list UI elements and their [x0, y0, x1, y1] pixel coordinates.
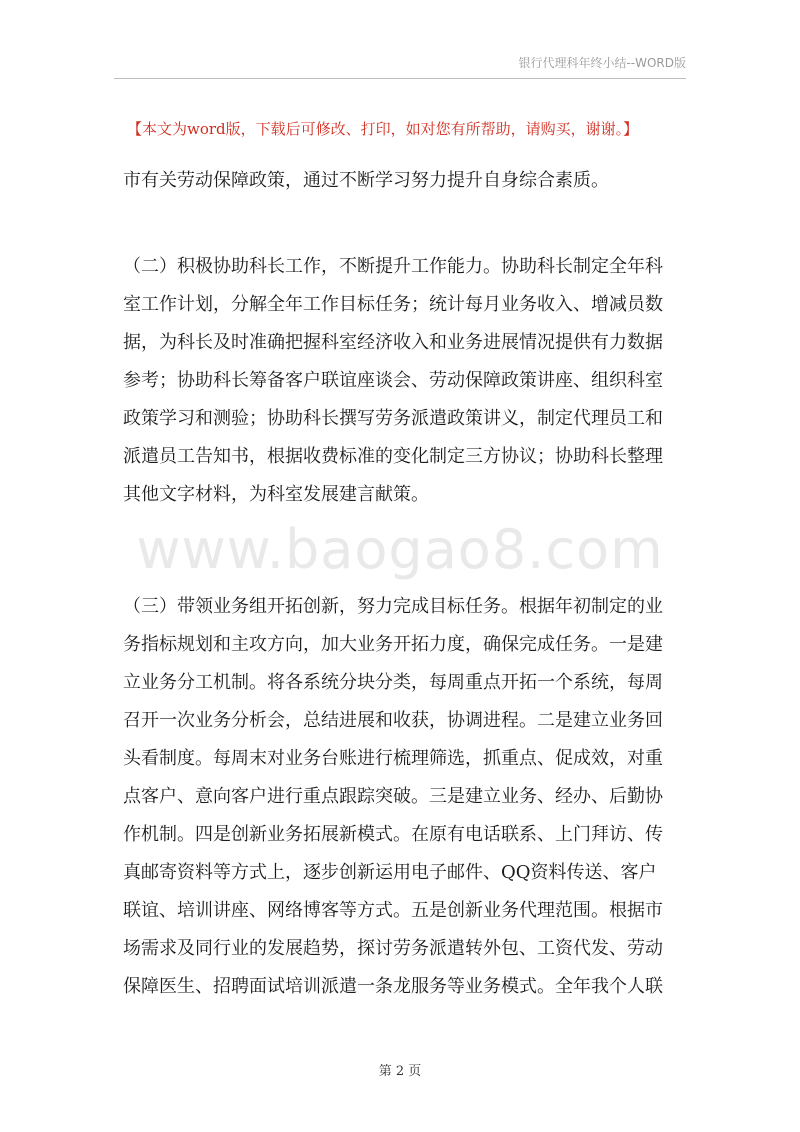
- text-line: 点客户、意向客户进行重点跟踪突破。三是建立业务、经办、后勤协: [123, 786, 663, 807]
- text-line: 务指标规划和主攻方向，加大业务开拓力度，确保完成任务。一是建: [123, 634, 663, 655]
- text-line: 政策学习和测验；协助科长撰写劳务派遣政策讲义，制定代理员工和: [123, 408, 663, 429]
- text-line: 参考；协助科长筹备客户联谊座谈会、劳动保障政策讲座、组织科室: [123, 370, 663, 391]
- text-line: （三）带领业务组开拓创新，努力完成目标任务。根据年初制定的业: [123, 596, 663, 617]
- watermark: www.baogao8.com: [136, 518, 664, 581]
- paragraph-continuation: [123, 162, 689, 200]
- text-line: （二）积极协助科长工作，不断提升工作能力。协助科长制定全年科: [123, 256, 663, 277]
- text-line: 召开一次业务分析会，总结进展和收获，协调进程。二是建立业务回: [123, 710, 663, 731]
- text-line: 市有关劳动保障政策，通过不断学习努力提升自身综合素质。: [123, 170, 609, 191]
- paragraph-section-3: [123, 588, 689, 1006]
- text-line: 室工作计划，分解全年工作目标任务；统计每月业务收入、增减员数: [123, 294, 663, 315]
- text-line: 联谊、培训讲座、网络博客等方式。五是创新业务代理范围。根据市: [123, 900, 663, 921]
- download-notice: 【本文为word版，下载后可修改、打印，如对您有所帮助，请购买，谢谢。】: [127, 120, 639, 138]
- text-line: 派遣员工告知书，根据收费标准的变化制定三方协议；协助科长整理: [123, 446, 663, 467]
- text-line: 立业务分工机制。将各系统分块分类，每周重点开拓一个系统，每周: [123, 672, 663, 693]
- text-line: 保障医生、招聘面试培训派遣一条龙服务等业务模式。全年我个人联: [123, 976, 663, 997]
- paragraph-section-2: [123, 248, 689, 514]
- running-header: 银行代理科年终小结--WORD版: [518, 56, 686, 70]
- text-line: 其他文字材料，为科室发展建言献策。: [123, 484, 429, 505]
- text-line: 真邮寄资料等方式上，逐步创新运用电子邮件、QQ资料传送、客户: [123, 862, 657, 883]
- text-line: 场需求及同行业的发展趋势，探讨劳务派遣转外包、工资代发、劳动: [123, 938, 663, 959]
- text-line: 头看制度。每周末对业务台账进行梳理筛选，抓重点、促成效，对重: [123, 748, 663, 769]
- text-line: 据，为科长及时准确把握科室经济收入和业务进展情况提供有力数据: [123, 332, 663, 353]
- page-number: 第 2 页: [378, 1064, 422, 1079]
- text-line: 作机制。四是创新业务拓展新模式。在原有电话联系、上门拜访、传: [123, 824, 663, 845]
- header-divider: [114, 78, 686, 79]
